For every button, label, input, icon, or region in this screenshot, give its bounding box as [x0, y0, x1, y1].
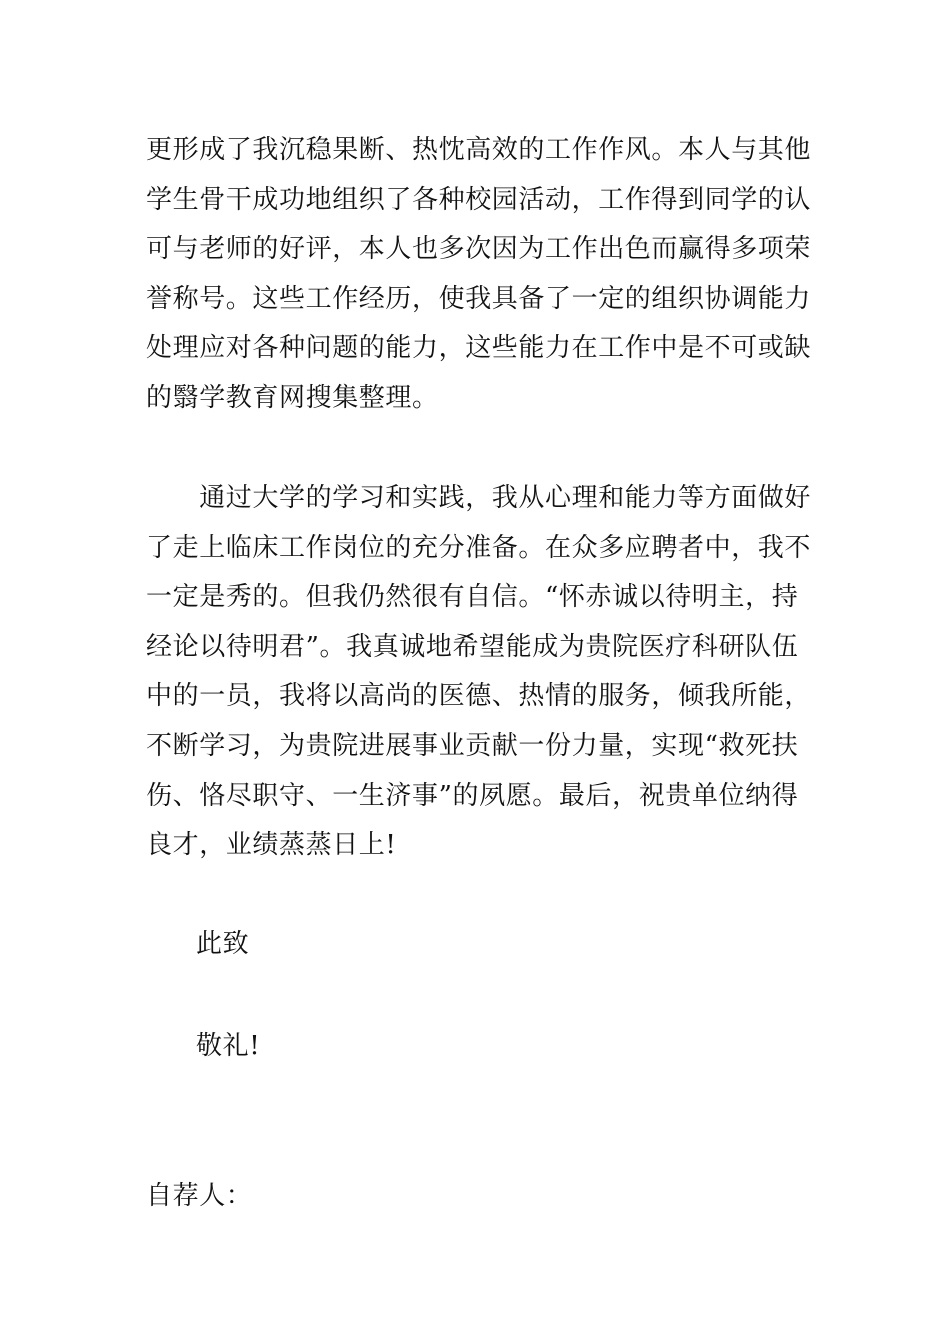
body-paragraph-1 [146, 126, 812, 424]
paragraph-line: 处理应对各种问题的能力，这些能力在工作中是不可或缺 [146, 333, 812, 364]
paragraph-line: 学生骨干成功地组织了各种校园活动，工作得到同学的认 [146, 184, 812, 215]
paragraph-line: 一定是秀的。但我仍然很有自信。“怀赤诚以待明主，持 [146, 582, 799, 613]
paragraph-line: 可与老师的好评，本人也多次因为工作出色而赢得多项荣 [146, 234, 812, 265]
paragraph-line: 中的一员，我将以高尚的医德、热情的服务，倾我所能， [146, 681, 812, 712]
paragraph-line: 誉称号。这些工作经历，使我具备了一定的组织协调能力 [146, 283, 812, 314]
paragraph-line: 通过大学的学习和实践，我从心理和能力等方面做好 [146, 483, 812, 513]
paragraph-line: 伤、恪尽职守、一生济事”的夙愿。最后，祝贵单位纳得 [146, 780, 799, 811]
paragraph-line: 经论以待明君”。我真诚地希望能成为贵院医疗科研队伍 [146, 631, 799, 662]
body-paragraph-2 [146, 474, 812, 871]
paragraph-line: 良才，业绩蒸蒸日上! [146, 830, 397, 861]
closing-regards: 敬礼! [196, 1031, 261, 1061]
signature-label: 自荐人： [146, 1181, 253, 1211]
paragraph-line: 了走上临床工作岗位的充分准备。在众多应聘者中，我不 [146, 532, 812, 563]
paragraph-line: 的翳学教育网搜集整理。 [146, 382, 439, 413]
paragraph-line: 不断学习，为贵院进展事业贡献一份力量，实现“救死扶 [146, 730, 799, 761]
paragraph-line: 更形成了我沉稳果断、热忱高效的工作作风。本人与其他 [146, 135, 812, 165]
closing-salutation: 此致 [196, 929, 250, 959]
